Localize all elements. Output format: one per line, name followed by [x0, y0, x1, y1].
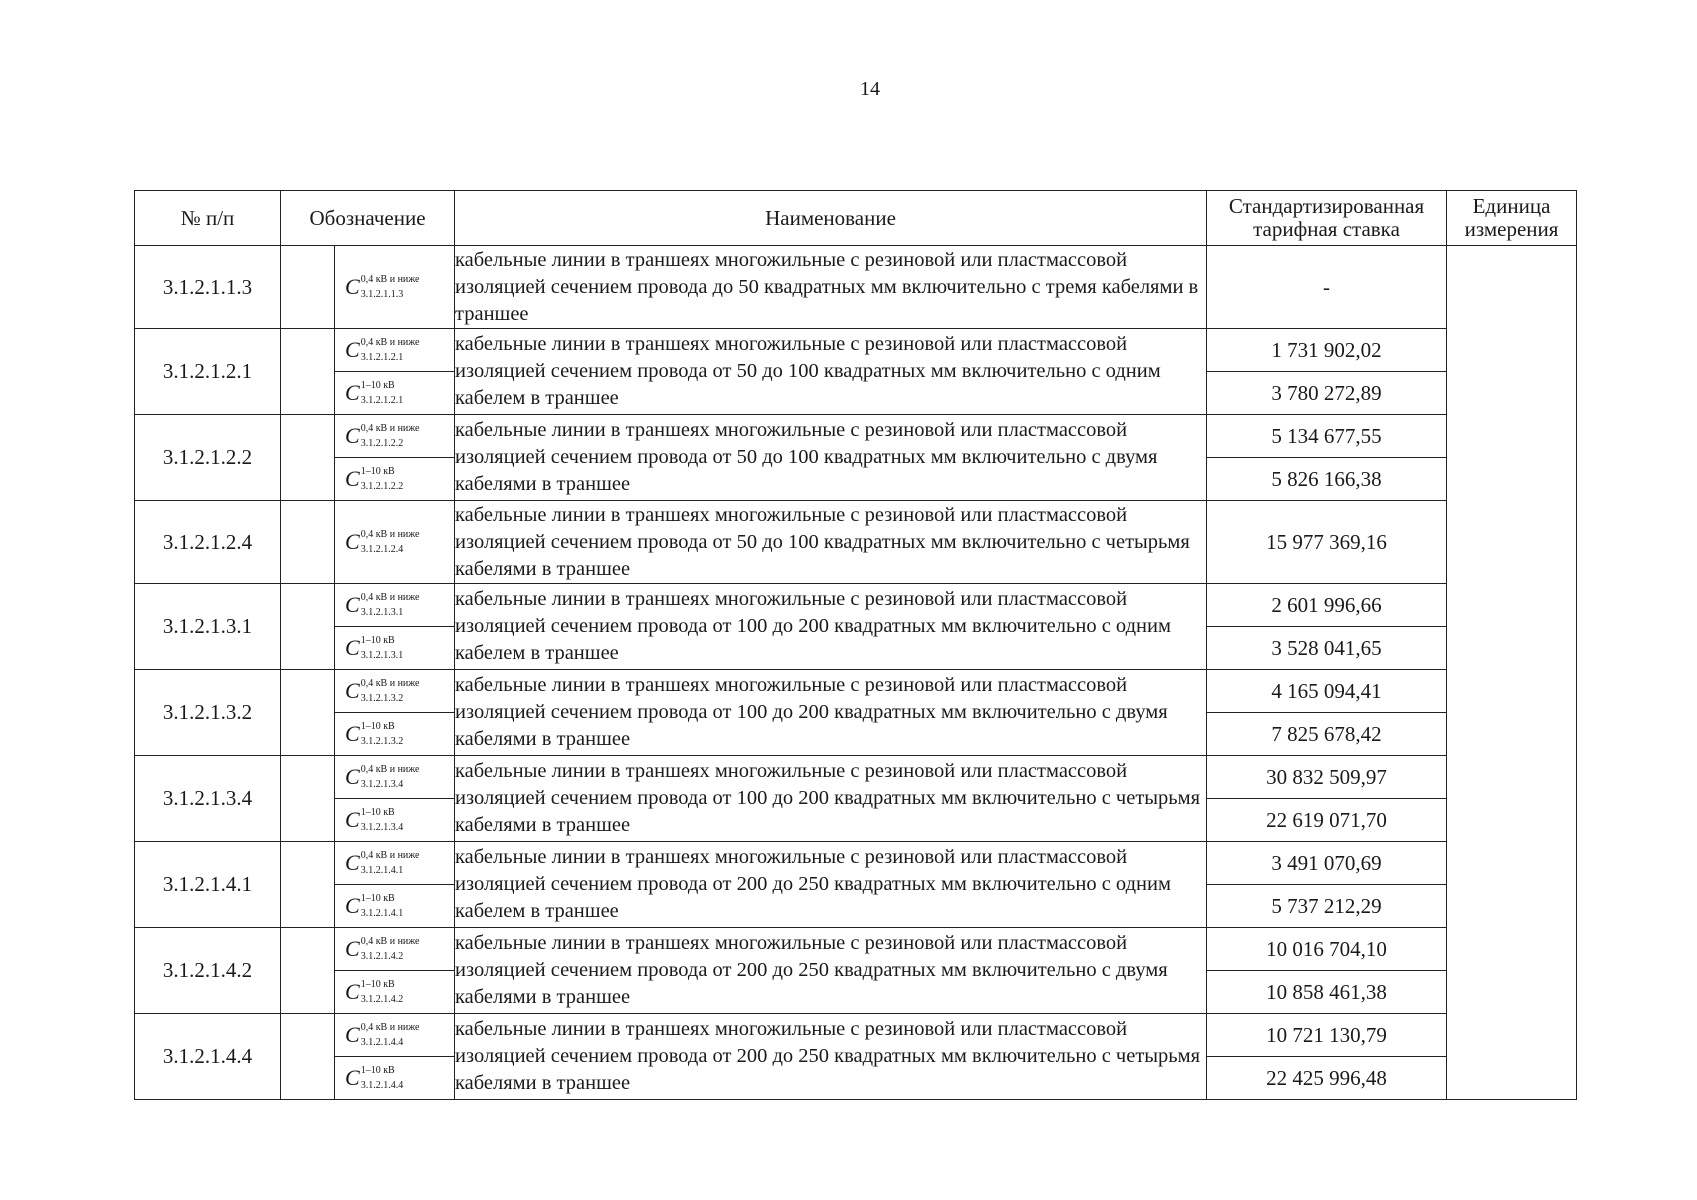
symbol-cell — [335, 928, 455, 971]
symbol-cell — [335, 501, 455, 584]
symbol-code: 3.1.2.1.3.4 — [360, 822, 404, 833]
row-description: кабельные линии в траншеях многожильные с резиновой или пластмассовой изоляцией сечением провода от 50 до 100 квадратных мм включительно с одним кабелем в траншее — [455, 329, 1207, 415]
table-row — [135, 670, 1577, 713]
symbol-letter: C — [345, 635, 360, 660]
spacer-cell — [281, 415, 335, 501]
symbol-voltage: 0,4 кВ и ниже — [360, 337, 420, 348]
symbol-letter: C — [345, 764, 360, 789]
symbol-voltage: 0,4 кВ и ниже — [360, 423, 420, 434]
symbol-cell — [335, 885, 455, 928]
table-body — [135, 246, 1577, 1100]
symbol-letter: C — [345, 466, 360, 491]
symbol-cell — [335, 756, 455, 799]
symbol-voltage: 1–10 кВ — [360, 721, 395, 732]
symbol-letter: C — [345, 380, 360, 405]
symbol-cell — [335, 372, 455, 415]
symbol-cell — [335, 246, 455, 329]
table-row — [135, 246, 1577, 329]
tariff-rate-value: 22 619 071,70 — [1207, 799, 1447, 842]
tariff-rate-value: 7 825 678,42 — [1207, 713, 1447, 756]
spacer-cell — [281, 842, 335, 928]
symbol-cell — [335, 584, 455, 627]
symbol-code: 3.1.2.1.4.2 — [360, 951, 404, 962]
symbol-letter: C — [345, 529, 360, 554]
row-number: 3.1.2.1.3.2 — [135, 670, 281, 756]
tariff-rate-value: 22 425 996,48 — [1207, 1057, 1447, 1100]
symbol-code: 3.1.2.1.3.1 — [360, 607, 404, 618]
row-number: 3.1.2.1.3.4 — [135, 756, 281, 842]
page-number: 14 — [860, 78, 880, 100]
row-number: 3.1.2.1.2.2 — [135, 415, 281, 501]
symbol-cell — [335, 415, 455, 458]
symbol-voltage: 0,4 кВ и ниже — [360, 274, 420, 285]
tariff-rate-value: 5 134 677,55 — [1207, 415, 1447, 458]
symbol-cell — [335, 458, 455, 501]
symbol-code: 3.1.2.1.2.2 — [360, 481, 404, 492]
row-description: кабельные линии в траншеях многожильные с резиновой или пластмассовой изоляцией сечением провода от 100 до 200 квадратных мм включительно с одним кабелем в траншее — [455, 584, 1207, 670]
row-description: кабельные линии в траншеях многожильные с резиновой или пластмассовой изоляцией сечением провода от 200 до 250 квадратных мм включительно с одним кабелем в траншее — [455, 842, 1207, 928]
symbol-cell — [335, 842, 455, 885]
symbol-voltage: 0,4 кВ и ниже — [360, 936, 420, 947]
symbol-code: 3.1.2.1.2.2 — [360, 438, 404, 449]
tariff-rate-value: 2 601 996,66 — [1207, 584, 1447, 627]
symbol-voltage: 0,4 кВ и ниже — [360, 678, 420, 689]
symbol-cell — [335, 971, 455, 1014]
symbol-voltage: 0,4 кВ и ниже — [360, 764, 420, 775]
symbol-letter: C — [345, 721, 360, 746]
symbol-cell — [335, 329, 455, 372]
row-description: кабельные линии в траншеях многожильные с резиновой или пластмассовой изоляцией сечением провода от 50 до 100 квадратных мм включительно с четырьмя кабелями в траншее — [455, 501, 1207, 584]
row-number: 3.1.2.1.4.1 — [135, 842, 281, 928]
symbol-code: 3.1.2.1.2.4 — [360, 544, 404, 555]
symbol-voltage: 1–10 кВ — [360, 807, 395, 818]
symbol-voltage: 0,4 кВ и ниже — [360, 592, 420, 603]
spacer-cell — [281, 501, 335, 584]
tariff-table — [134, 190, 1577, 1100]
symbol-letter: C — [345, 936, 360, 961]
tariff-rate-value: 3 528 041,65 — [1207, 627, 1447, 670]
symbol-cell — [335, 1014, 455, 1057]
row-description: кабельные линии в траншеях многожильные с резиновой или пластмассовой изоляцией сечением провода от 100 до 200 квадратных мм включительно с четырьмя кабелями в траншее — [455, 756, 1207, 842]
tariff-rate-value: 4 165 094,41 — [1207, 670, 1447, 713]
header-num: № п/п — [135, 191, 281, 246]
row-description: кабельные линии в траншеях многожильные с резиновой или пластмассовой изоляцией сечением провода от 50 до 100 квадратных мм включительно с двумя кабелями в траншее — [455, 415, 1207, 501]
tariff-rate-value: - — [1207, 246, 1447, 329]
symbol-letter: C — [345, 274, 360, 299]
tariff-rate-value: 5 826 166,38 — [1207, 458, 1447, 501]
symbol-letter: C — [345, 592, 360, 617]
symbol-cell — [335, 670, 455, 713]
row-description: кабельные линии в траншеях многожильные с резиновой или пластмассовой изоляцией сечением провода от 200 до 250 квадратных мм включительно с двумя кабелями в траншее — [455, 928, 1207, 1014]
symbol-voltage: 1–10 кВ — [360, 1065, 395, 1076]
symbol-letter: C — [345, 678, 360, 703]
symbol-letter: C — [345, 850, 360, 875]
symbol-voltage: 1–10 кВ — [360, 466, 395, 477]
symbol-letter: C — [345, 893, 360, 918]
row-number: 3.1.2.1.1.3 — [135, 246, 281, 329]
symbol-voltage: 0,4 кВ и ниже — [360, 850, 420, 861]
row-number: 3.1.2.1.3.1 — [135, 584, 281, 670]
header-unit: Единица измерения — [1447, 191, 1577, 246]
tariff-rate-value: 3 780 272,89 — [1207, 372, 1447, 415]
symbol-code: 3.1.2.1.3.2 — [360, 736, 404, 747]
table-row — [135, 756, 1577, 799]
symbol-voltage: 1–10 кВ — [360, 893, 395, 904]
header-rate: Стандартизированная тарифная ставка — [1207, 191, 1447, 246]
table-row — [135, 584, 1577, 627]
symbol-code: 3.1.2.1.3.4 — [360, 779, 404, 790]
tariff-rate-value: 3 491 070,69 — [1207, 842, 1447, 885]
row-description: кабельные линии в траншеях многожильные с резиновой или пластмассовой изоляцией сечением провода от 200 до 250 квадратных мм включительно с четырьмя кабелями в траншее — [455, 1014, 1207, 1100]
tariff-rate-value: 30 832 509,97 — [1207, 756, 1447, 799]
symbol-code: 3.1.2.1.2.1 — [360, 395, 404, 406]
symbol-letter: C — [345, 1065, 360, 1090]
header-symbol: Обозначение — [281, 191, 455, 246]
spacer-cell — [281, 329, 335, 415]
symbol-code: 3.1.2.1.4.4 — [360, 1080, 404, 1091]
table-row — [135, 415, 1577, 458]
spacer-cell — [281, 756, 335, 842]
row-number: 3.1.2.1.4.4 — [135, 1014, 281, 1100]
header-name: Наименование — [455, 191, 1207, 246]
tariff-rate-value: 15 977 369,16 — [1207, 501, 1447, 584]
tariff-rate-value: 10 858 461,38 — [1207, 971, 1447, 1014]
symbol-voltage: 1–10 кВ — [360, 635, 395, 646]
spacer-cell — [281, 246, 335, 329]
symbol-code: 3.1.2.1.3.2 — [360, 693, 404, 704]
table-header-row — [135, 191, 1577, 246]
table-row — [135, 1014, 1577, 1057]
tariff-rate-value: 10 016 704,10 — [1207, 928, 1447, 971]
symbol-letter: C — [345, 807, 360, 832]
symbol-code: 3.1.2.1.3.1 — [360, 650, 404, 661]
symbol-code: 3.1.2.1.4.1 — [360, 865, 404, 876]
symbol-voltage: 1–10 кВ — [360, 380, 395, 391]
symbol-cell — [335, 713, 455, 756]
symbol-voltage: 1–10 кВ — [360, 979, 395, 990]
symbol-letter: C — [345, 979, 360, 1004]
spacer-cell — [281, 584, 335, 670]
symbol-letter: C — [345, 337, 360, 362]
table-row — [135, 329, 1577, 372]
symbol-cell — [335, 799, 455, 842]
spacer-cell — [281, 928, 335, 1014]
symbol-voltage: 0,4 кВ и ниже — [360, 529, 420, 540]
spacer-cell — [281, 1014, 335, 1100]
table-row — [135, 501, 1577, 584]
row-description: кабельные линии в траншеях многожильные с резиновой или пластмассовой изоляцией сечением провода от 100 до 200 квадратных мм включительно с двумя кабелями в траншее — [455, 670, 1207, 756]
tariff-rate-value: 1 731 902,02 — [1207, 329, 1447, 372]
row-number: 3.1.2.1.2.4 — [135, 501, 281, 584]
unit-cell — [1447, 246, 1577, 1100]
symbol-code: 3.1.2.1.2.1 — [360, 352, 404, 363]
symbol-cell — [335, 627, 455, 670]
symbol-code: 3.1.2.1.4.2 — [360, 994, 404, 1005]
symbol-letter: C — [345, 423, 360, 448]
spacer-cell — [281, 670, 335, 756]
row-number: 3.1.2.1.2.1 — [135, 329, 281, 415]
table-row — [135, 928, 1577, 971]
table-row — [135, 842, 1577, 885]
symbol-code: 3.1.2.1.1.3 — [360, 289, 404, 300]
row-description: кабельные линии в траншеях многожильные с резиновой или пластмассовой изоляцией сечением провода до 50 квадратных мм включительно с тремя кабелями в траншее — [455, 246, 1207, 329]
row-number: 3.1.2.1.4.2 — [135, 928, 281, 1014]
tariff-rate-value: 10 721 130,79 — [1207, 1014, 1447, 1057]
symbol-voltage: 0,4 кВ и ниже — [360, 1022, 420, 1033]
symbol-letter: C — [345, 1022, 360, 1047]
symbol-cell — [335, 1057, 455, 1100]
symbol-code: 3.1.2.1.4.4 — [360, 1037, 404, 1048]
symbol-code: 3.1.2.1.4.1 — [360, 908, 404, 919]
tariff-rate-value: 5 737 212,29 — [1207, 885, 1447, 928]
